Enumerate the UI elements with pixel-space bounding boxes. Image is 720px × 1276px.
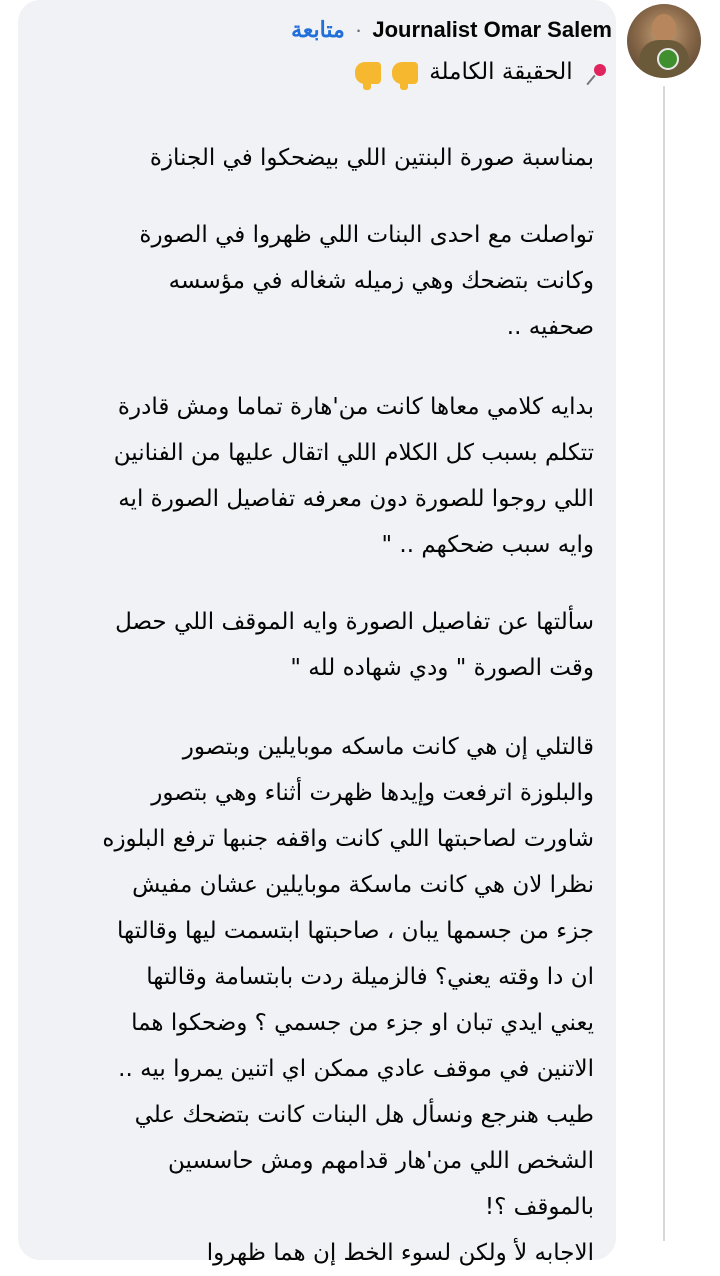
text-line: سألتها عن تفاصيل الصورة وايه الموقف اللي حصل: [115, 609, 594, 635]
text-line: يعني ايدي تبان او جزء من جسمي ؟ وضحكوا هما: [131, 1010, 594, 1036]
text-line: جزء من جسمها يبان ، صاحبتها ابتسمت ليها وقالتها: [117, 918, 594, 944]
separator-dot: ·: [354, 17, 363, 42]
pinned-title: الحقيقة الكاملة: [429, 59, 573, 85]
post-paragraph: [34, 212, 594, 350]
pushpin-icon: [588, 62, 610, 84]
post-paragraph: [34, 135, 594, 181]
text-line: شاورت لصاحبتها اللي كانت واقفه جنبها ترفع البلوزه: [102, 826, 594, 852]
text-line: تتكلم بسبب كل الكلام اللي اتقال عليها من الفنانين: [113, 440, 594, 466]
text-line: صحفيه ..: [506, 314, 594, 340]
pointing-hand-icon: [392, 62, 418, 84]
text-line: الاجابه لأ ولكن لسوء الخط إن هما ظهروا: [206, 1240, 594, 1266]
text-line: طيب هنرجع ونسأل هل البنات كانت بتضحك علي: [134, 1102, 594, 1128]
text-line: وايه سبب ضحكهم .. ": [381, 532, 594, 558]
post-paragraph: [34, 599, 594, 691]
text-line: قالتلي إن هي كانت ماسكه موبايلين وبتصور: [182, 734, 594, 760]
text-line: وقت الصورة " ودي شهاده لله ": [290, 655, 594, 681]
text-line: الاتنين في موقف عادي ممكن اي اتنين يمروا بيه ..: [118, 1056, 594, 1082]
text-line: تواصلت مع احدى البنات اللي ظهروا في الصورة: [139, 222, 594, 248]
text-line: والبلوزة اترفعت وإيدها ظهرت أثناء وهي بتصور: [151, 780, 594, 806]
text-line: نظرا لان هي كانت ماسكة موبايلين عشان مفيش: [132, 872, 594, 898]
post-paragraph: [34, 724, 594, 1276]
text-line: الشخص اللي من'هار قدامهم ومش حاسسين: [168, 1148, 594, 1174]
follow-link[interactable]: متابعة: [291, 17, 345, 42]
avatar-face: [652, 14, 676, 42]
text-line: اللي روجوا للصورة دون معرفه تفاصيل الصورة ايه: [118, 486, 594, 512]
comment-header: [291, 14, 612, 46]
pinned-title-line: [355, 54, 610, 90]
text-line: بمناسبة صورة البنتين اللي بيضحكوا في الجنازة: [149, 145, 594, 171]
post-paragraph: [34, 384, 594, 568]
thread-line: [663, 86, 665, 1241]
avatar[interactable]: [627, 4, 701, 78]
text-line: بدايه كلامي معاها كانت من'هارة تماما ومش قادرة: [117, 394, 594, 420]
text-line: وكانت بتضحك وهي زميله شغاله في مؤسسه: [168, 268, 594, 294]
text-line: بالموقف ؟!: [484, 1194, 594, 1220]
author-name[interactable]: Journalist Omar Salem: [372, 17, 612, 42]
pointing-hand-icon: [355, 62, 381, 84]
text-line: ان دا وقته يعني؟ فالزميلة ردت بابتسامة وقالتها: [146, 964, 594, 990]
avatar-badge-icon: [657, 48, 679, 70]
